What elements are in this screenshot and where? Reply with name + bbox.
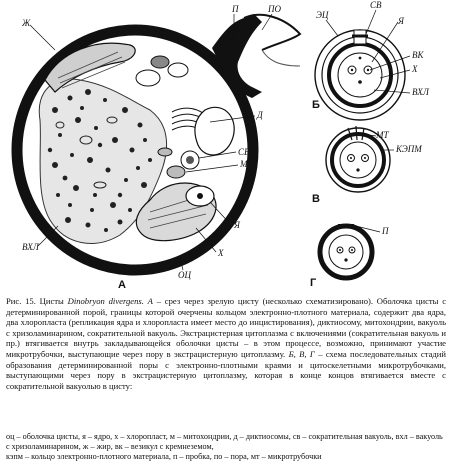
label-kh: Х xyxy=(218,248,224,258)
caption-bvg-mark: Б, В, Г xyxy=(288,348,315,359)
label-d: Д xyxy=(257,110,263,120)
caption-prefix: Рис. 15. Цисты xyxy=(6,296,64,306)
caption-text2: – схема последовательных стадий образования детерминированной поры с электронно-плотными краями и цитоскелетными микротрубочками, выступающими через пору в экстрацистерную цитоплазму, которая в конце концов втягивается вместе с сократительной вакуолью в цисту: xyxy=(6,348,446,391)
label-sv: СВ xyxy=(238,147,250,157)
stage-g xyxy=(320,226,372,278)
cyst-section-a xyxy=(17,14,300,270)
panel-b-letter: Б xyxy=(312,99,320,111)
label-sv-b: СВ xyxy=(370,0,382,10)
label-mt: МТ xyxy=(376,130,389,140)
legend-line-1: оц – оболочка цисты, я – ядро, х – хлоропласт, м – митохондрии, д – диктиосомы, св – сократительная вакуоль, вхл – вакуоль с хризоламинарином, ж – жир, вк – везикул с кремнеземом, xyxy=(6,432,443,452)
label-p: П xyxy=(232,4,239,14)
label-po: ПО xyxy=(268,4,281,14)
label-vk: ВК xyxy=(412,50,424,60)
label-ya: Я xyxy=(234,220,240,230)
label-vkhl-b: ВХЛ xyxy=(412,87,429,97)
figure-legend xyxy=(6,432,446,463)
figure-caption xyxy=(6,296,446,391)
panel-g-letter: Г xyxy=(310,277,317,289)
label-kepm: КЭПМ xyxy=(396,144,422,154)
label-ya-b: Я xyxy=(398,16,404,26)
label-vkhl: ВХЛ xyxy=(22,242,39,252)
label-ets: ЭЦ xyxy=(316,10,329,20)
label-m: М xyxy=(240,159,248,169)
caption-species: Dinobryon divergens. xyxy=(67,296,144,306)
label-ots: ОЦ xyxy=(178,270,191,280)
legend-line-2: кэпм – кольцо электронно-плотного материала, п – пробка, по – пора, мт – микротрубочки xyxy=(6,452,322,462)
panel-v-letter: В xyxy=(312,193,320,205)
caption-text: – срез через зрелую цисту (несколько схематизировано). Оболочка цисты с детерминированной порой, границы которой очерчены кольцом электронно-плотного материала, содержит два ядра, два хлоропласта (репликация ядра и хлоропласта имеет место до инцистирования), диктиосому, митохондрии, вакуоль с хризоламинарином, сократительной вакуоль. Экстрацистерная цитоплазма с включениями (сократительная вакуоль и пр.) втягивается внутрь закладывающейся оболочки цисты – в этом процессе, возможно, принимают участие микротрубочки, выступающие через пору в экстрацистерную цитоплазму. xyxy=(6,296,447,359)
label-zh: Ж xyxy=(22,18,31,28)
caption-a-mark: А xyxy=(147,296,153,306)
label-p-g: П xyxy=(382,226,389,236)
panel-a-letter: А xyxy=(118,279,126,291)
label-kh-b: Х xyxy=(412,64,418,74)
